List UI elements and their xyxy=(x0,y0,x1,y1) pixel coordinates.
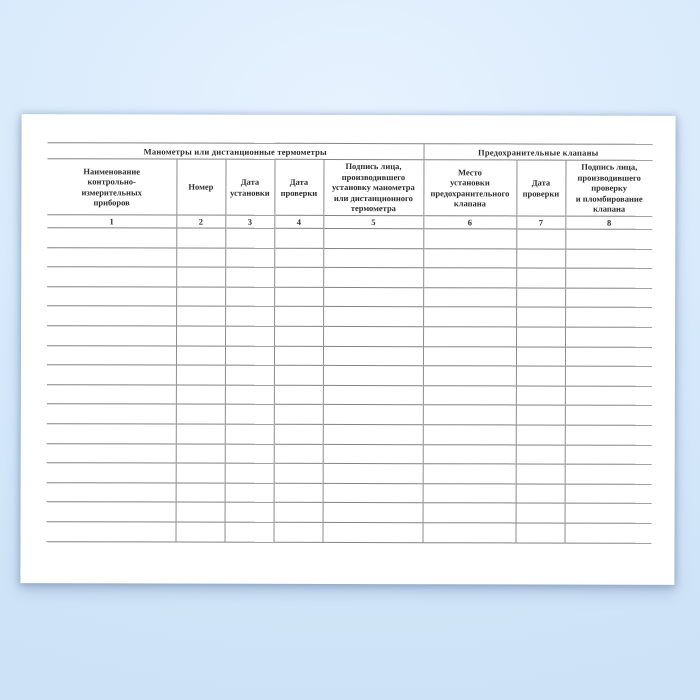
empty-cell xyxy=(225,228,274,248)
empty-data-row xyxy=(47,365,652,386)
empty-cell xyxy=(176,306,225,326)
empty-cell xyxy=(175,522,224,542)
empty-cell xyxy=(274,424,323,444)
empty-cell xyxy=(225,326,274,346)
empty-data-row xyxy=(47,247,652,268)
empty-cell xyxy=(176,463,225,483)
empty-cell xyxy=(225,385,274,405)
empty-cell xyxy=(516,327,565,347)
document-sheet xyxy=(20,114,675,585)
empty-cell xyxy=(516,249,565,269)
empty-cell xyxy=(274,503,323,523)
column-header-installer-signature: Подпись лица, производившего установку манометра или дистанционного термометра xyxy=(323,159,423,215)
empty-cell xyxy=(176,424,225,444)
column-header-valve-check-date: Дата проверки xyxy=(516,160,565,216)
empty-cell xyxy=(423,229,516,249)
empty-cell xyxy=(47,326,176,346)
empty-cell xyxy=(422,523,515,543)
empty-cell xyxy=(323,326,423,346)
empty-cell xyxy=(565,307,652,327)
empty-cell xyxy=(274,228,323,248)
empty-cell xyxy=(423,307,516,327)
empty-cell xyxy=(176,267,225,287)
empty-cell xyxy=(47,424,176,444)
empty-cell xyxy=(323,424,423,444)
column-header-instrument-name: Наименование контрольно- измерительных приборов xyxy=(81,165,142,208)
empty-cell xyxy=(274,463,323,483)
empty-data-row xyxy=(47,482,652,503)
empty-data-row xyxy=(47,345,652,366)
empty-cell xyxy=(274,326,323,346)
empty-cell xyxy=(423,503,516,523)
empty-cell xyxy=(225,424,274,444)
empty-cell xyxy=(323,228,423,248)
empty-data-row xyxy=(47,443,652,464)
empty-cell xyxy=(516,366,565,386)
empty-cell xyxy=(423,268,516,288)
empty-data-row xyxy=(47,502,652,523)
column-header-number: Номер xyxy=(176,159,225,215)
column-number-1: 1 xyxy=(109,216,114,227)
empty-cell xyxy=(176,346,225,366)
empty-cell xyxy=(225,267,274,287)
empty-cell xyxy=(516,503,565,523)
empty-cell xyxy=(323,307,423,327)
empty-cell xyxy=(516,307,565,327)
column-header-check-date: Дата проверки xyxy=(274,159,323,215)
empty-cell xyxy=(565,288,652,308)
empty-cell xyxy=(323,405,423,425)
empty-cell xyxy=(565,229,652,249)
empty-cell xyxy=(47,267,176,287)
empty-cell xyxy=(323,346,423,366)
empty-data-row xyxy=(47,463,652,484)
empty-cell xyxy=(565,503,652,523)
empty-cell xyxy=(176,502,225,522)
empty-cell xyxy=(423,444,516,464)
empty-cell xyxy=(225,502,274,522)
column-number-6: 6 xyxy=(423,216,516,229)
empty-cell xyxy=(274,365,323,385)
empty-cell xyxy=(323,464,423,484)
instruments-journal-table xyxy=(46,142,652,543)
column-header-valve-location: Место установки предохранительного клапана xyxy=(423,160,516,216)
empty-data-row xyxy=(47,286,652,307)
empty-cell xyxy=(176,326,225,346)
empty-cell xyxy=(423,327,516,347)
empty-cell xyxy=(323,248,423,268)
empty-cell xyxy=(423,287,516,307)
empty-cell xyxy=(225,444,274,464)
empty-cell xyxy=(176,385,225,405)
empty-cell xyxy=(323,385,423,405)
empty-cell xyxy=(516,229,565,249)
empty-cell xyxy=(225,287,274,307)
empty-cell xyxy=(516,268,565,288)
empty-cell xyxy=(47,404,176,424)
column-number-3: 3 xyxy=(225,215,274,228)
empty-cell xyxy=(516,464,565,484)
column-number-7: 7 xyxy=(516,216,565,229)
empty-cell xyxy=(516,484,565,504)
empty-cell xyxy=(565,445,652,465)
empty-cell xyxy=(176,365,225,385)
empty-cell xyxy=(323,483,423,503)
empty-cell xyxy=(176,483,225,503)
column-number-8: 8 xyxy=(565,216,652,229)
empty-cell xyxy=(565,327,652,347)
empty-cell xyxy=(274,267,323,287)
empty-cell xyxy=(225,365,274,385)
empty-cell xyxy=(47,443,176,463)
empty-cell xyxy=(323,444,423,464)
empty-cell xyxy=(565,484,652,504)
empty-data-row xyxy=(47,306,652,327)
empty-cell xyxy=(323,366,423,386)
empty-cell xyxy=(423,425,516,445)
empty-cell xyxy=(423,483,516,503)
empty-cell xyxy=(176,228,225,248)
empty-cell xyxy=(47,306,176,326)
group-header-manometers: Манометры или дистанционные термометры xyxy=(143,145,327,157)
empty-cell xyxy=(274,287,323,307)
empty-data-row xyxy=(47,267,652,288)
empty-cell xyxy=(225,248,274,268)
column-header-row xyxy=(47,159,652,217)
empty-cell xyxy=(176,248,225,268)
column-header-install-date: Дата установки xyxy=(225,159,274,215)
empty-cell xyxy=(423,366,516,386)
empty-cell xyxy=(516,425,565,445)
empty-cell xyxy=(47,365,176,385)
empty-cell xyxy=(47,502,176,522)
column-header-inspector-signature: Подпись лица, производившего проверку и пломбирование клапана xyxy=(565,160,652,216)
empty-cell xyxy=(47,482,176,502)
empty-data-row xyxy=(47,384,652,405)
empty-cell xyxy=(47,247,176,267)
empty-cell xyxy=(423,248,516,268)
empty-cell xyxy=(565,386,652,406)
empty-cell xyxy=(516,444,565,464)
empty-data-row xyxy=(47,424,652,445)
group-header-safety-valves: Предохранительные клапаны xyxy=(423,144,652,161)
empty-cell xyxy=(565,366,652,386)
empty-cell xyxy=(323,503,423,523)
empty-cell xyxy=(516,386,565,406)
empty-cell xyxy=(423,346,516,366)
empty-cell xyxy=(274,346,323,366)
empty-cell xyxy=(565,425,652,445)
empty-cell xyxy=(225,346,274,366)
empty-cell xyxy=(47,384,176,404)
empty-cell xyxy=(423,464,516,484)
empty-cell xyxy=(225,307,274,327)
group-header-row xyxy=(47,143,652,161)
empty-cell xyxy=(274,405,323,425)
empty-cell xyxy=(565,249,652,269)
empty-cell xyxy=(176,287,225,307)
empty-cell xyxy=(564,523,651,543)
empty-data-row xyxy=(47,228,652,249)
empty-cell xyxy=(176,404,225,424)
empty-cell xyxy=(423,405,516,425)
empty-cell xyxy=(565,268,652,288)
empty-data-row xyxy=(47,326,652,347)
empty-cell xyxy=(565,347,652,367)
empty-cell xyxy=(565,464,652,484)
empty-data-row xyxy=(47,404,652,425)
empty-cell xyxy=(273,522,322,542)
empty-cell xyxy=(274,444,323,464)
empty-cell xyxy=(274,483,323,503)
column-number-2: 2 xyxy=(176,215,225,228)
empty-cell xyxy=(515,523,564,543)
empty-cell xyxy=(225,483,274,503)
empty-cell xyxy=(225,405,274,425)
empty-cell xyxy=(274,385,323,405)
empty-cell xyxy=(565,405,652,425)
empty-cell xyxy=(224,522,273,542)
empty-cell xyxy=(323,268,423,288)
empty-cell xyxy=(274,307,323,327)
empty-cell xyxy=(423,385,516,405)
empty-cell xyxy=(322,522,422,542)
empty-cell xyxy=(274,248,323,268)
column-number-5: 5 xyxy=(323,215,423,228)
empty-cell xyxy=(47,286,176,306)
empty-cell xyxy=(225,463,274,483)
column-number-4: 4 xyxy=(274,215,323,228)
empty-cell xyxy=(516,288,565,308)
empty-cell xyxy=(47,345,176,365)
empty-cell xyxy=(176,444,225,464)
empty-cell xyxy=(47,228,176,248)
empty-cell xyxy=(46,522,175,542)
empty-cell xyxy=(47,463,176,483)
empty-cell xyxy=(516,347,565,367)
empty-cell xyxy=(323,287,423,307)
empty-data-row xyxy=(46,522,651,543)
empty-cell xyxy=(516,405,565,425)
